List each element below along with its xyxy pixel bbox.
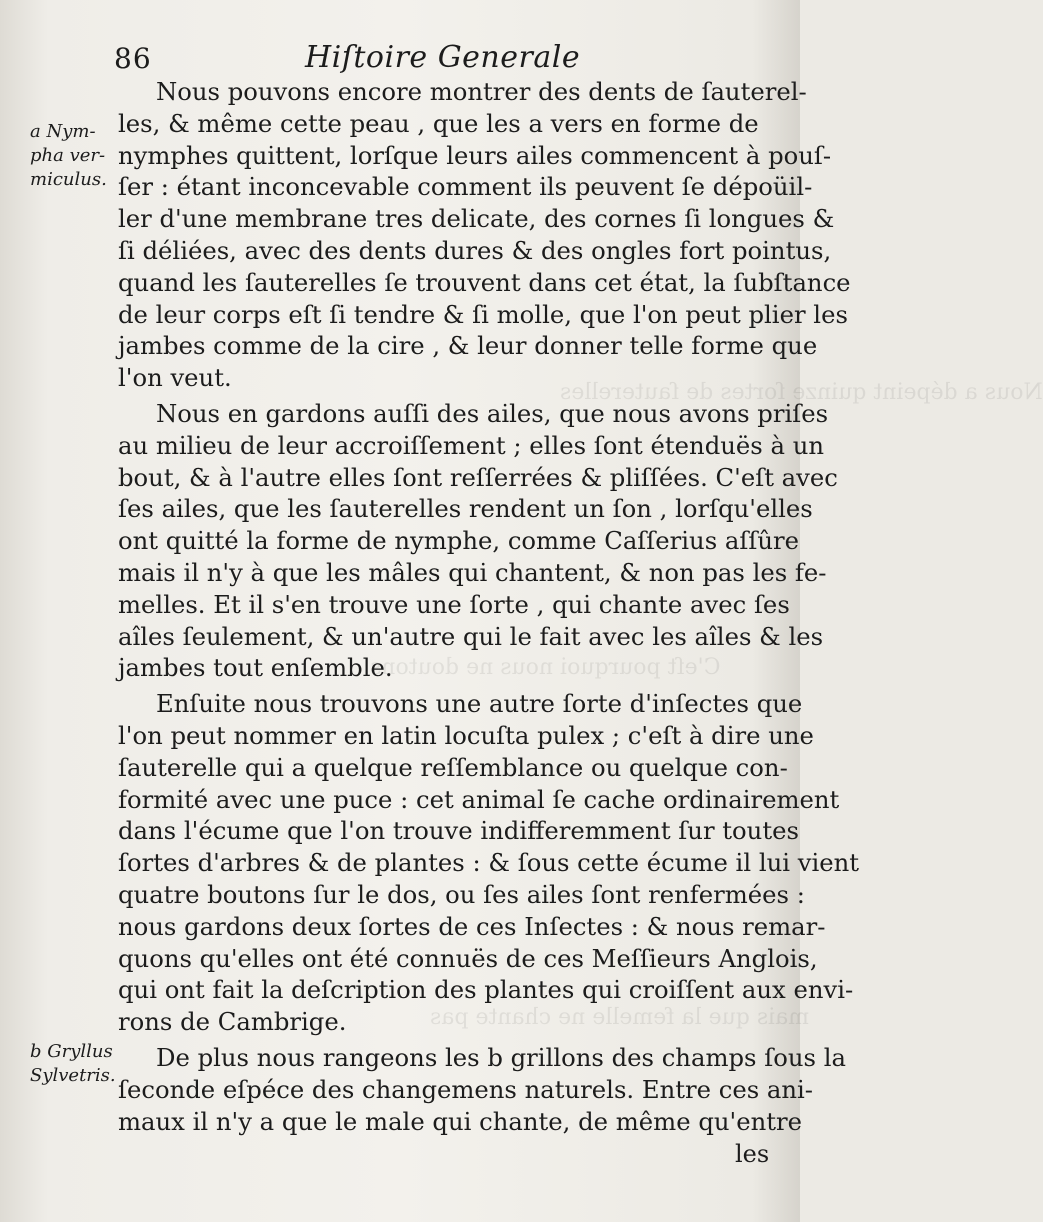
text-line: Nous pouvons encore montrer des dents de ſauterel- (156, 77, 807, 106)
text-line: dans l'écume que l'on trouve indifferemment ſur toutes (118, 816, 799, 846)
text-line: jambes comme de la cire , & leur donner telle forme que (118, 331, 818, 361)
bleed-through-text: Nous a dépeint quinze ſortes de ſauterelles (560, 380, 1043, 405)
page-number: 86 (114, 42, 152, 75)
text-line: de leur corps eſt ſi tendre & ſi molle, que l'on peut plier les (118, 299, 848, 329)
margin-note-b (30, 1040, 116, 1088)
text-line: ſer : étant inconcevable comment ils peuvent ſe dépoüil- (118, 172, 813, 202)
text-line: les, & même cette peau , que les a vers en forme de (118, 108, 759, 138)
text-line: quatre boutons ſur le dos, ou ſes ailes ſont renfermées : (118, 879, 805, 909)
text-line: au milieu de leur accroiſſement ; elles ſont étenduës à un (118, 430, 824, 460)
text-line: Enſuite nous trouvons une autre ſorte d'inſectes que (156, 689, 803, 719)
margin-note-line: Sylvetris. (30, 1065, 116, 1086)
text-line: formité avec une puce : cet animal ſe cache ordinairement (118, 784, 840, 814)
text-line: rons de Cambrige. (118, 1007, 347, 1037)
text-line: mais il n'y à que les mâles qui chantent, & non pas les fe- (118, 557, 827, 587)
text-line: ſauterelle qui a quelque reſſemblance ou quelque con- (118, 752, 788, 782)
text-line: l'on veut. (118, 363, 232, 393)
text-line: quons qu'elles ont été connuës de ces Meſſieurs Anglois, (118, 943, 818, 973)
text-line: qui ont fait la deſcription des plantes qui croiſſent aux envi- (118, 975, 854, 1005)
margin-note-line: a Nym- (30, 121, 96, 142)
text-line: ler d'une membrane tres delicate, des cornes ſi longues & (118, 204, 835, 234)
text-line: l'on peut nommer en latin locuſta pulex ; c'eſt à dire une (118, 720, 814, 750)
text-line: ont quitté la forme de nymphe, comme Caſſerius aſſûre (118, 526, 800, 556)
text-line: nous gardons deux ſortes de ces Inſectes : & nous remar- (118, 911, 826, 941)
text-line: nymphes quittent, lorſque leurs ailes commencent à pouſ- (118, 140, 832, 170)
text-line: ſeconde eſpéce des changemens naturels. Entre ces ani- (118, 1074, 814, 1104)
text-line: melles. Et il s'en trouve une ſorte , qui chante avec ſes (118, 589, 790, 619)
bleed-through-text: mais que la femelle ne chante pas (430, 1005, 810, 1030)
text-line: quand les ſauterelles ſe trouvent dans cet état, la ſubſtance (118, 267, 851, 297)
text-line: Nous en gardons auſſi des ailes, que nous avons priſes (156, 398, 829, 428)
bleed-through-text: C'eſt pourquoi nous ne doutons (370, 655, 721, 680)
text-line: ſes ailes, que les ſauterelles rendent un ſon , lorſqu'elles (118, 494, 813, 524)
text-line: De plus nous rangeons les b grillons des champs ſous la (156, 1042, 846, 1072)
text-line: jambes tout enſemble. (118, 653, 393, 683)
text-line: maux il n'y a que le male qui chante, de même qu'entre (118, 1106, 802, 1136)
text-line: ſortes d'arbres & de plantes : & ſous cette écume il lui vient (118, 848, 860, 878)
text-line: bout, & à l'autre elles ſont reſſerrées & pliſſées. C'eſt avec (118, 462, 838, 492)
margin-note-line: b Gryllus (30, 1041, 113, 1062)
running-head: Hiſtoire Generale (305, 40, 581, 75)
text-line: aîles ſeulement, & un'autre qui le fait avec les aîles & les (118, 621, 824, 651)
margin-note-line: pha ver- (30, 145, 106, 166)
text-line: ſi déliées, avec des dents dures & des ongles fort pointus, (118, 235, 832, 265)
catchword: les (735, 1140, 770, 1168)
margin-note-line: miculus. (30, 169, 107, 190)
page-header (0, 38, 800, 78)
margin-note-a (30, 120, 107, 192)
